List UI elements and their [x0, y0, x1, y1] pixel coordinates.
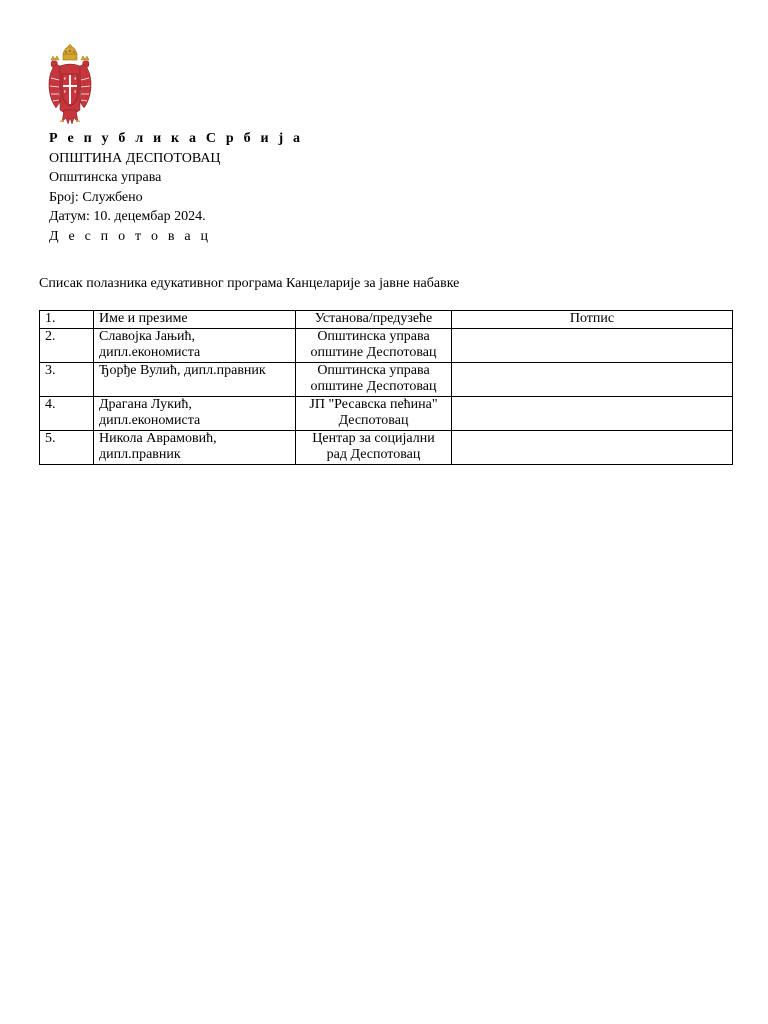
row-number: 3.: [40, 362, 94, 396]
row-name: Славојка Јањић, дипл.економиста: [94, 328, 296, 362]
row-signature: [452, 328, 733, 362]
row-institution: Општинска управа општине Деспотовац: [296, 328, 452, 362]
header-name: Име и презиме: [94, 311, 296, 329]
row-number: 5.: [40, 430, 94, 464]
municipality-name: ОПШТИНА ДЕСПОТОВАЦ: [49, 150, 221, 166]
row-name: Ђорђе Вулић, дипл.правник: [94, 362, 296, 396]
republic-heading: Р е п у б л и к а С р б и ј а: [49, 131, 304, 146]
header-institution: Установа/предузеће: [296, 311, 452, 329]
row-signature: [452, 362, 733, 396]
row-signature: [452, 396, 733, 430]
participants-table: [39, 310, 733, 465]
table-row: [40, 430, 733, 464]
shield-icon: [62, 74, 78, 106]
city-name: Д е с п о т о в а ц: [49, 228, 212, 244]
document-date: Датум: 10. децембар 2024.: [49, 209, 206, 224]
table-row: [40, 362, 733, 396]
document-header: [49, 129, 303, 246]
row-institution: Општинска управа општине Деспотовац: [296, 362, 452, 396]
list-title: Списак полазника едукативног програма Канцеларије за јавне набавке: [39, 276, 460, 291]
row-signature: [452, 430, 733, 464]
row-institution: ЈП "Ресавска пећина" Деспотовац: [296, 396, 452, 430]
coat-of-arms-icon: [46, 44, 94, 130]
document-number: Број: Службено: [49, 189, 143, 205]
table-header-row: [40, 311, 733, 329]
row-number: 4.: [40, 396, 94, 430]
administration-name: Општинска управа: [49, 170, 162, 185]
table-row: [40, 328, 733, 362]
crown-icon: [63, 45, 77, 60]
row-institution: Центар за социјални рад Деспотовац: [296, 430, 452, 464]
row-number: 2.: [40, 328, 94, 362]
row-name: Драгана Лукић, дипл.економиста: [94, 396, 296, 430]
table-row: [40, 396, 733, 430]
row-name: Никола Аврамовић, дипл.правник: [94, 430, 296, 464]
header-number: 1.: [40, 311, 94, 329]
header-signature: Потпис: [452, 311, 733, 329]
